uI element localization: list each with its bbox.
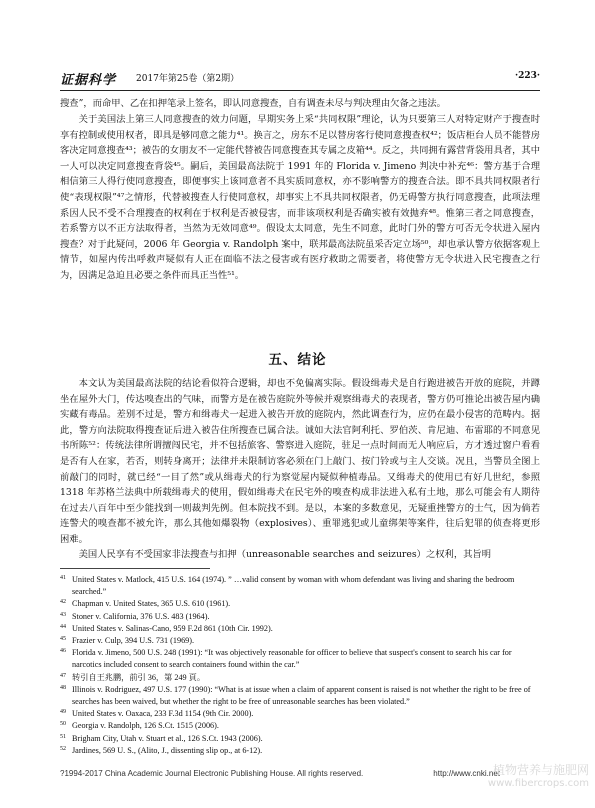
page-number: ·223· xyxy=(514,71,540,81)
footnote-text: Frazier v. Culp, 394 U.S. 731 (1969). xyxy=(72,636,195,646)
footnote-number: 42 xyxy=(60,599,66,606)
footnote-text: Georgia v. Randolph, 126 S.Ct. 1515 (2006). xyxy=(72,721,219,731)
website-link[interactable]: http://www.cnki.net xyxy=(433,769,500,778)
footnote-text: Stoner v. California, 376 U.S. 483 (1964). xyxy=(72,611,210,621)
footnote-number: 51 xyxy=(60,733,66,740)
footnote-number: 48 xyxy=(60,684,66,691)
watermark-url: www.fibercrops.com xyxy=(487,778,589,789)
footnote-text: United States v. Oaxaca, 233 F.3d 1154 (9th Cir. 2000). xyxy=(72,709,254,719)
footnote xyxy=(60,745,540,757)
footnote-number: 41 xyxy=(60,575,66,581)
footnote xyxy=(60,611,540,623)
footnote xyxy=(60,720,540,732)
body-paragraph: 美国人民享有不受国家非法搜查与扣押（unreasonable searches and seizures）之权利，其旨明 xyxy=(78,549,492,560)
footnote xyxy=(60,647,540,671)
footnote-number: 50 xyxy=(60,721,66,728)
footnote xyxy=(60,733,540,745)
footnote-text: United States v. Salinas-Cano, 959 F.2d 861 (10th Cir. 1992). xyxy=(72,623,273,633)
footnote-rule xyxy=(60,568,210,569)
watermark-text: 植物营养与施肥网 xyxy=(492,763,589,777)
footnote-text: Brigham City, Utah v. Stuart et al., 126 S.Ct. 1943 (2006). xyxy=(72,733,263,743)
section-title: 五、结论 xyxy=(268,352,327,368)
footnote-number: 45 xyxy=(60,636,66,643)
footnote-text: 转引自王兆鹏，前引 36，第 249 頁。 xyxy=(72,672,206,682)
footnote-text: Illinois v. Rodriguez, 497 U.S. 177 (1990): “What is at issue when a claim of apparent consent is raised is not whether the right to be free of searches has been waived, but whether the right to be free of unreasonable searches has been violated.” xyxy=(72,684,531,707)
footnote xyxy=(60,635,540,647)
body-paragraph: 搜查”，而命甲、乙在扣押笔录上签名，即认同意搜查，自有调查未尽与判决理由欠备之违法。 xyxy=(60,98,446,109)
running-header xyxy=(60,70,540,86)
footnote xyxy=(60,672,540,684)
footnote-number: 52 xyxy=(60,745,66,752)
footnote-text: Jardines, 569 U. S., (Alito, J., dissenting slip op., at 6-12). xyxy=(72,745,263,755)
footnote-text: Florida v. Jimeno, 500 U.S. 248 (1991): “It was objectively reasonable for officer to believe that suspect's consent to search his car for narcotics included consent to search containers found within the car.” xyxy=(72,648,512,670)
footnote-number: 44 xyxy=(60,623,66,630)
journal-logo: 证据科学 xyxy=(60,73,117,88)
footnote xyxy=(60,708,540,720)
journal-issue: 2017年第25卷（第2期） xyxy=(136,74,240,84)
footnotes xyxy=(60,574,540,757)
body-paragraph: 关于美国法上第三人同意搜查的效力问题，早期实务上采“共同权限”理论，认为只要第三人对特定财产于搜查时享有控制或使用权者，即具是够同意之能力⁴¹。换言之，房东不足以替房客行使同意搜查权⁴²；饭店柜台人员不能替房客决定同意搜查⁴³；被告的女朋友不一定能代替被告同意搜查其专属之皮箱⁴⁴。反之，共同拥有露营背袋用具者，其中一人可以决定同意搜查背袋⁴⁵。嗣后，美国最高法院于 1991 年的 Florida v. Jimeno 判决中补充⁴⁶：警方基于合理相信第三人得行使同意搜查，即便事实上该同意者不具实质同意权，亦不影响警方的搜查合法。即不具共同权限者行使“表现权限”⁴⁷之情形，代替被搜查人行使同意权，却事实上不具共同权限者，仍无碍警方执行同意搜查，此项法理系因人民不受不合理搜查的权利在于权利是否被侵害，而非该项权利是否确实被有效抛弃⁴⁸。惟第三者之同意搜查，若系警方以不正方法取得者，当然为无效同意⁴⁹。假设太太同意，先生不同意，此时门外的警方可否无令状进入屋内搜查？对于此疑问，2006 年 Georgia v. Randolph 案中，联邦最高法院虽采否定立场⁵⁰，却也承认警方依据客观上情节，如屋内传出呼救声疑似有人正在面临不法之侵害或有医疗救助之需要者，将使警方无令状进入民宅搜查之行为，因满足急迫且必要之条件而具正当性⁵¹。 xyxy=(60,114,540,281)
footnote-text: United States v. Matlock, 415 U.S. 164 (1974). ” …valid consent by woman with whom defendant was living and sharing the bedroom searched.” xyxy=(72,575,515,597)
footnote xyxy=(60,684,540,708)
footnote xyxy=(60,598,540,610)
footnote xyxy=(60,574,540,598)
header-rule xyxy=(60,90,540,91)
footnote xyxy=(60,623,540,635)
footnote-number: 49 xyxy=(60,709,66,716)
footnote-text: Chapman v. United States, 365 U.S. 610 (1961). xyxy=(72,599,231,609)
footnote-number: 47 xyxy=(60,672,66,679)
copyright-notice: ?1994-2017 China Academic Journal Electronic Publishing House. All rights reserved. xyxy=(60,769,364,778)
watermark xyxy=(488,764,589,790)
body-paragraph: 本文认为美国最高法院的结论看似符合逻辑，却也不免偏离实际。假设缉毒犬是自行跑进被告开放的庭院，并蹲坐在屋外大门，传达嗅查出的气味，而警方是在被告庭院外等候并观察缉毒犬的表现者，警方仍可推论出被告屋内确实藏有毒品。差别不过是，警方和缉毒犬一起进入被告开放的庭院内，然此调查行为，应仍在最小侵害的范畴内。据此，警方向法院取得搜查证后进入被告住所搜查已属合法。诚如大法官阿利托、罗伯茨、肯尼迪、布雷耶的不同意见书所陈⁵²：传统法律所谓擅闯民宅，并不包括旅客、警察进入庭院，驻足一点时间而无人响应后，方才透过窗户看看是否有人在家，若否，则转身离开；法律并未限制访客必须在门上敲门、按门铃或与主人交谈。况且，当警员全图上前敲门的同时，就已经“一目了然”或从缉毒犬的行为察觉屋内疑似种植毒品。又缉毒犬的使用已有好几世纪，参照 1318 年苏格兰法典中所载缉毒犬的使用，假如缉毒犬在民宅外的嗅查构成非法进入私有土地，那么可能会有人期待在过去八百年中至少能找到一则裁判先例。但本院找不到。是以，本案的多数意见，无疑重挫警方的士气，因为倘若连警犬的嗅查都不被允许，那么其他如爆裂物（explosives）、重罪逃犯或儿童绑架等案件，往后犯罪的侦查将更形困难。 xyxy=(60,378,540,545)
footnote-number: 43 xyxy=(60,611,66,618)
footnote-number: 46 xyxy=(60,648,66,655)
